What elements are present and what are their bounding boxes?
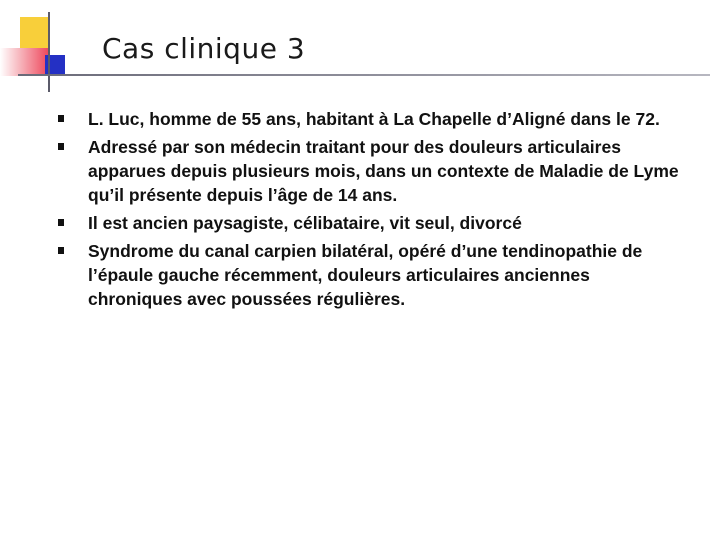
square-bullet-icon: [58, 135, 88, 150]
bullet-item: [58, 239, 688, 311]
bullet-item: [58, 107, 688, 131]
bullet-text: Il est ancien paysagiste, célibataire, vit seul, divorcé: [88, 213, 522, 233]
square-bullet-icon: [58, 211, 88, 226]
bullet-item: [58, 211, 688, 235]
square-bullet-icon: [58, 107, 88, 122]
vertical-rule: [48, 12, 50, 92]
bullet-list: [58, 107, 688, 311]
bullet-text: Adressé par son médecin traitant pour des douleurs articulaires apparues depuis plusieurs mois, dans un contexte de Maladie de Lyme qu’il présente depuis l’âge de 14 ans.: [88, 137, 679, 205]
red-gradient-decoration: [0, 48, 48, 76]
title-underline: [18, 74, 710, 76]
slide-title: Cas clinique 3: [102, 32, 306, 65]
bullet-text: Syndrome du canal carpien bilatéral, opéré d’une tendinopathie de l’épaule gauche récemment, douleurs articulaires anciennes chroniques avec poussées régulières.: [88, 241, 643, 309]
square-bullet-icon: [58, 239, 88, 254]
bullet-item: [58, 135, 688, 207]
bullet-text: L. Luc, homme de 55 ans, habitant à La Chapelle d’Aligné dans le 72.: [88, 109, 660, 129]
